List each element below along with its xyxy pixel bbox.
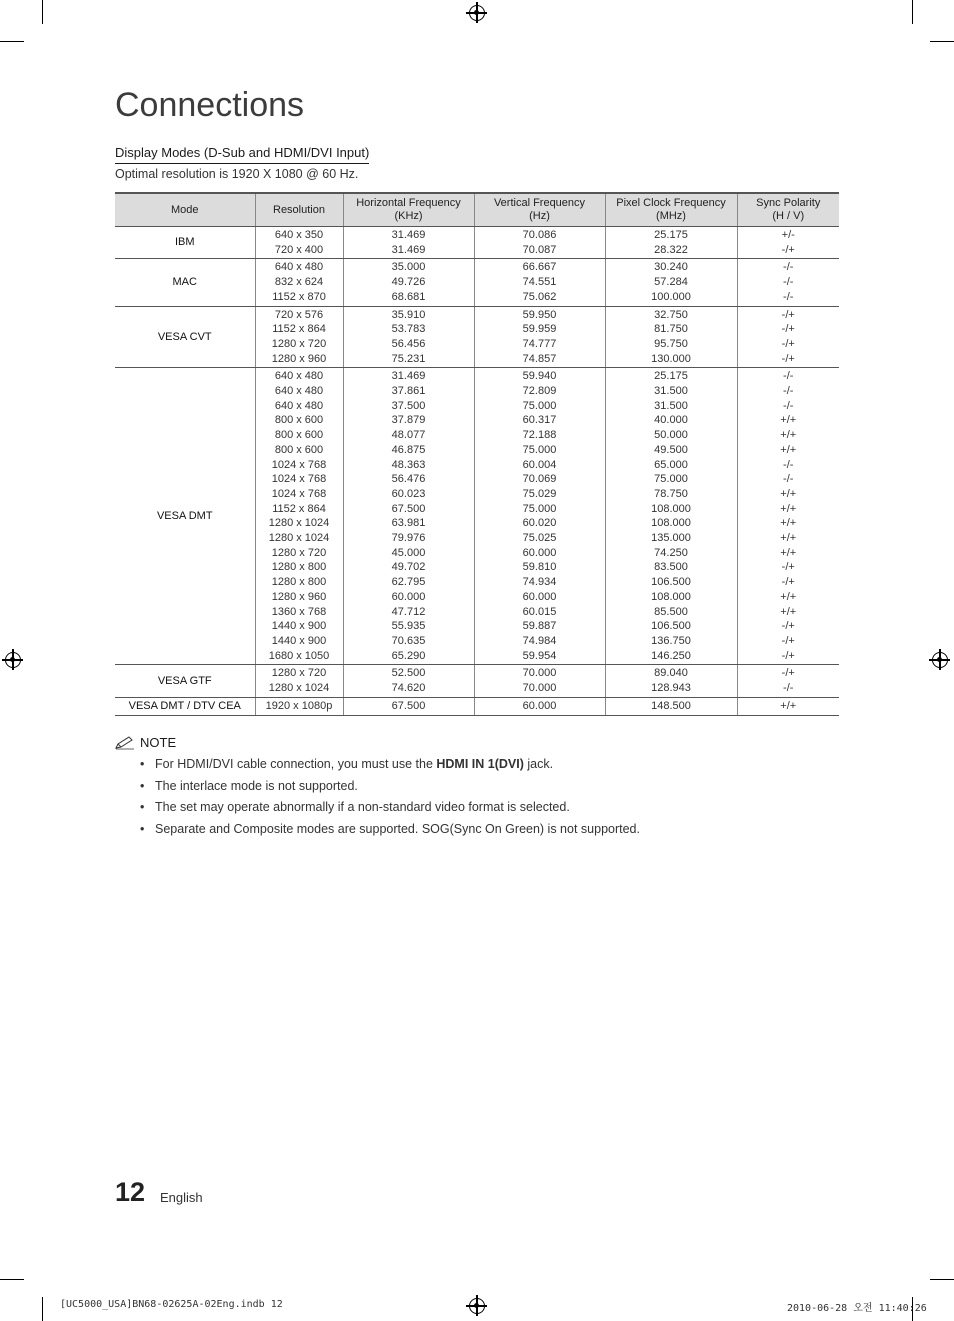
value-cell [605,306,737,368]
cell-value: 74.551 [522,276,557,289]
cell-value: 60.023 [391,487,426,500]
cell-value: -/- [783,370,794,383]
cell-value: 1280 x 1024 [268,682,330,695]
value-cell [474,697,605,715]
cell-value: 68.681 [391,290,426,303]
cell-value: 62.795 [391,576,426,589]
cell-value: 35.000 [391,261,426,274]
cell-value: 60.317 [522,414,557,427]
cell-value: 1280 x 800 [271,576,327,589]
cell-value: 1280 x 960 [271,590,327,603]
cell-value: 70.069 [522,473,557,486]
mode-cell: MAC [115,259,255,306]
cell-value: -/- [783,261,794,274]
cell-value: +/+ [780,429,797,442]
cell-value: 59.887 [522,620,557,633]
cell-value: 130.000 [651,352,691,365]
cell-value: 46.875 [391,443,426,456]
crop-mark [0,1279,24,1280]
value-cell [605,697,737,715]
cell-value: 40.000 [654,414,688,427]
cell-value: 31.469 [391,370,426,383]
table-row [115,227,839,259]
cell-value: 640 x 350 [274,229,324,241]
cell-value: -/- [783,276,794,289]
cell-value: 640 x 480 [274,261,324,274]
value-cell [474,227,605,259]
cell-value: 800 x 600 [274,414,324,427]
cell-value: 60.020 [522,517,557,530]
column-header: Pixel Clock Frequency (MHz) [605,193,737,227]
crop-mark [930,41,954,42]
cell-value: 146.250 [651,649,691,662]
value-cell [255,665,343,697]
note-text: For HDMI/DVI cable connection, you must use the [155,757,437,771]
column-header: Resolution [255,193,343,227]
note-emphasis: HDMI IN 1(DVI) [436,757,524,771]
cell-value: 63.981 [391,517,426,530]
mode-cell: VESA DMT / DTV CEA [115,697,255,715]
cell-value: 1280 x 1024 [268,532,330,545]
cell-value: 32.750 [654,308,688,321]
value-cell [605,227,737,259]
value-cell [343,697,474,715]
cell-value: 1280 x 1024 [268,517,330,530]
cell-value: 28.322 [654,243,688,256]
value-cell [737,227,839,259]
registration-mark-icon [469,5,485,21]
cell-value: 30.240 [654,261,688,274]
cell-value: 72.809 [522,385,557,398]
cell-value: -/+ [781,620,795,633]
cell-value: 1152 x 864 [272,323,326,336]
cell-value: 57.284 [654,276,688,289]
cell-value: -/+ [781,667,795,680]
cell-value: 49.702 [391,561,426,574]
cell-value: 56.456 [391,337,426,350]
column-header: Sync Polarity (H / V) [737,193,839,227]
cell-value: 67.500 [391,699,426,712]
value-cell [605,665,737,697]
cell-value: 48.077 [391,429,426,442]
value-cell [474,368,605,665]
cell-value: 1280 x 800 [271,561,327,574]
cell-value: 70.635 [391,634,426,647]
cell-value: 65.000 [654,458,688,471]
display-modes-table [115,192,839,716]
cell-value: 85.500 [654,605,688,618]
value-cell [474,259,605,306]
cell-value: 78.750 [654,487,688,500]
cell-value: 55.935 [391,620,426,633]
table-row [115,306,839,368]
note-text: The interlace mode is not supported. [155,778,358,793]
cell-value: 1280 x 720 [271,546,327,559]
cell-value: 74.777 [522,337,557,350]
cell-value: +/- [781,229,795,241]
cell-value: 25.175 [654,370,688,383]
table-row [115,368,839,665]
cell-value: 70.086 [522,229,557,241]
cell-value: 79.976 [391,532,426,545]
footer-filename: [UC5000_USA]BN68-02625A-02Eng.indb 12 [60,1299,283,1310]
value-cell [255,306,343,368]
cell-value: 60.000 [522,590,557,603]
cell-value: 1280 x 960 [271,352,327,365]
crop-mark [42,1297,43,1321]
cell-value: 60.000 [522,699,557,712]
mode-cell: VESA CVT [115,306,255,368]
cell-value: 640 x 480 [274,370,324,383]
cell-value: 45.000 [391,546,426,559]
note-text: Separate and Composite modes are supported. SOG(Sync On Green) is not supported. [155,822,640,837]
value-cell [343,306,474,368]
value-cell [737,306,839,368]
column-header: Mode [115,193,255,227]
cell-value: +/+ [780,532,797,545]
cell-value: +/+ [780,546,797,559]
cell-value: -/+ [781,323,795,336]
cell-value: 49.726 [391,276,426,289]
pencil-note-icon [115,736,135,750]
section-heading: Display Modes (D-Sub and HDMI/DVI Input) [115,145,369,164]
value-cell [255,227,343,259]
value-cell [255,259,343,306]
crop-mark [930,1279,954,1280]
note-item [138,822,640,844]
cell-value: 74.857 [522,352,557,365]
cell-value: 108.000 [651,590,691,603]
value-cell [255,368,343,665]
cell-value: 100.000 [651,290,691,303]
cell-value: 52.500 [391,667,426,680]
cell-value: 66.667 [522,261,557,274]
cell-value: 35.910 [391,308,426,321]
optimal-resolution-text: Optimal resolution is 1920 X 1080 @ 60 Hz. [115,167,359,181]
cell-value: 75.062 [522,290,557,303]
cell-value: 74.620 [391,682,426,695]
cell-value: 31.469 [391,229,426,241]
cell-value: 75.029 [522,487,557,500]
cell-value: 800 x 600 [274,443,324,456]
cell-value: 1024 x 768 [271,487,327,500]
cell-value: 31.500 [654,399,688,412]
cell-value: 1280 x 720 [271,667,327,680]
cell-value: 59.959 [522,323,557,336]
cell-value: 75.000 [522,399,557,412]
cell-value: +/+ [780,517,797,530]
cell-value: 1152 x 870 [272,290,326,303]
cell-value: 640 x 480 [274,399,324,412]
column-header: Vertical Frequency (Hz) [474,193,605,227]
cell-value: 67.500 [391,502,426,515]
note-item [138,757,640,779]
cell-value: 60.000 [522,546,557,559]
cell-value: 72.188 [522,429,557,442]
cell-value: 60.000 [391,590,426,603]
column-header: Horizontal Frequency (KHz) [343,193,474,227]
cell-value: 31.500 [654,385,688,398]
footer-timestamp: 2010-06-28 오전 11:40:26 [787,1303,927,1314]
cell-value: -/+ [781,352,795,365]
registration-mark-icon [469,1298,485,1314]
cell-value: +/+ [780,605,797,618]
cell-value: 56.476 [391,473,426,486]
value-cell [343,665,474,697]
cell-value: -/+ [781,634,795,647]
mode-cell: VESA GTF [115,665,255,697]
cell-value: 75.000 [654,473,688,486]
cell-value: 50.000 [654,429,688,442]
value-cell [737,368,839,665]
cell-value: 148.500 [651,699,691,712]
cell-value: 74.984 [522,634,557,647]
cell-value: -/+ [781,561,795,574]
cell-value: -/- [783,473,794,486]
cell-value: 108.000 [651,502,691,515]
cell-value: 106.500 [651,576,691,589]
cell-value: 720 x 400 [274,243,324,256]
cell-value: 75.000 [522,443,557,456]
cell-value: 1360 x 768 [271,605,327,618]
value-cell [474,306,605,368]
note-label: NOTE [140,735,177,750]
cell-value: 59.940 [522,370,557,383]
mode-cell: VESA DMT [115,368,255,665]
cell-value: 1680 x 1050 [268,649,330,662]
cell-value: 65.290 [391,649,426,662]
cell-value: -/- [783,399,794,412]
cell-value: 1440 x 900 [271,620,327,633]
cell-value: 74.934 [522,576,557,589]
value-cell [737,259,839,306]
table-header-row [115,193,839,227]
mode-cell: IBM [115,227,255,259]
cell-value: +/+ [780,414,797,427]
cell-value: +/+ [780,443,797,456]
cell-value: 75.025 [522,532,557,545]
cell-value: -/- [783,682,794,695]
registration-mark-icon [932,652,948,668]
cell-value: -/- [783,385,794,398]
cell-value: 106.500 [651,620,691,633]
cell-value: 59.950 [522,308,557,321]
note-text: jack. [523,757,554,771]
cell-value: 70.087 [522,243,557,256]
cell-value: 1440 x 900 [271,634,327,647]
cell-value: -/- [783,290,794,303]
note-text: The set may operate abnormally if a non-standard video format is selected. [155,800,570,815]
value-cell [605,259,737,306]
cell-value: 89.040 [654,667,688,680]
page-title: Connections [115,86,305,124]
cell-value: -/+ [781,308,795,321]
cell-value: 75.231 [391,352,426,365]
cell-value: +/+ [780,487,797,500]
cell-value: 37.861 [391,385,426,398]
page-language: English [160,1190,203,1205]
cell-value: +/+ [780,699,797,712]
cell-value: 720 x 576 [274,308,324,321]
cell-value: -/+ [781,649,795,662]
cell-value: 800 x 600 [274,429,324,442]
cell-value: 81.750 [654,323,688,336]
page-number: 12 [115,1177,146,1207]
cell-value: -/- [783,458,794,471]
value-cell [737,665,839,697]
value-cell [474,665,605,697]
cell-value: 136.750 [651,634,691,647]
table-row [115,259,839,306]
cell-value: 70.000 [522,682,557,695]
cell-value: 49.500 [654,443,688,456]
value-cell [605,368,737,665]
cell-value: 135.000 [651,532,691,545]
cell-value: 59.954 [522,649,557,662]
cell-value: 25.175 [654,229,688,241]
cell-value: 83.500 [654,561,688,574]
cell-value: 74.250 [654,546,688,559]
table-row [115,697,839,715]
cell-value: -/+ [781,243,795,256]
cell-value: 1152 x 864 [272,502,326,515]
note-item [138,800,640,822]
cell-value: 95.750 [654,337,688,350]
cell-value: 60.004 [522,458,557,471]
cell-value: 75.000 [522,502,557,515]
cell-value: 59.810 [522,561,557,574]
crop-mark [42,0,43,24]
crop-mark [0,41,24,42]
note-heading [115,735,176,750]
cell-value: 1280 x 720 [271,337,327,350]
cell-value: 70.000 [522,667,557,680]
notes-list [138,757,640,844]
value-cell [343,368,474,665]
value-cell [255,697,343,715]
cell-value: 1024 x 768 [271,458,327,471]
cell-value: 31.469 [391,243,426,256]
cell-value: +/+ [780,502,797,515]
table-row [115,665,839,697]
value-cell [343,227,474,259]
cell-value: 37.879 [391,414,426,427]
cell-value: 128.943 [651,682,691,695]
crop-mark [912,0,913,24]
value-cell [737,697,839,715]
cell-value: 108.000 [651,517,691,530]
cell-value: 832 x 624 [274,276,324,289]
note-item [138,779,640,801]
cell-value: 640 x 480 [274,385,324,398]
cell-value: 1920 x 1080p [265,699,333,712]
cell-value: -/+ [781,337,795,350]
cell-value: +/+ [780,590,797,603]
registration-mark-icon [5,652,21,668]
cell-value: 53.783 [391,323,426,336]
cell-value: -/+ [781,576,795,589]
cell-value: 48.363 [391,458,426,471]
cell-value: 1024 x 768 [271,473,327,486]
value-cell [343,259,474,306]
cell-value: 47.712 [391,605,426,618]
cell-value: 60.015 [522,605,557,618]
cell-value: 37.500 [391,399,426,412]
